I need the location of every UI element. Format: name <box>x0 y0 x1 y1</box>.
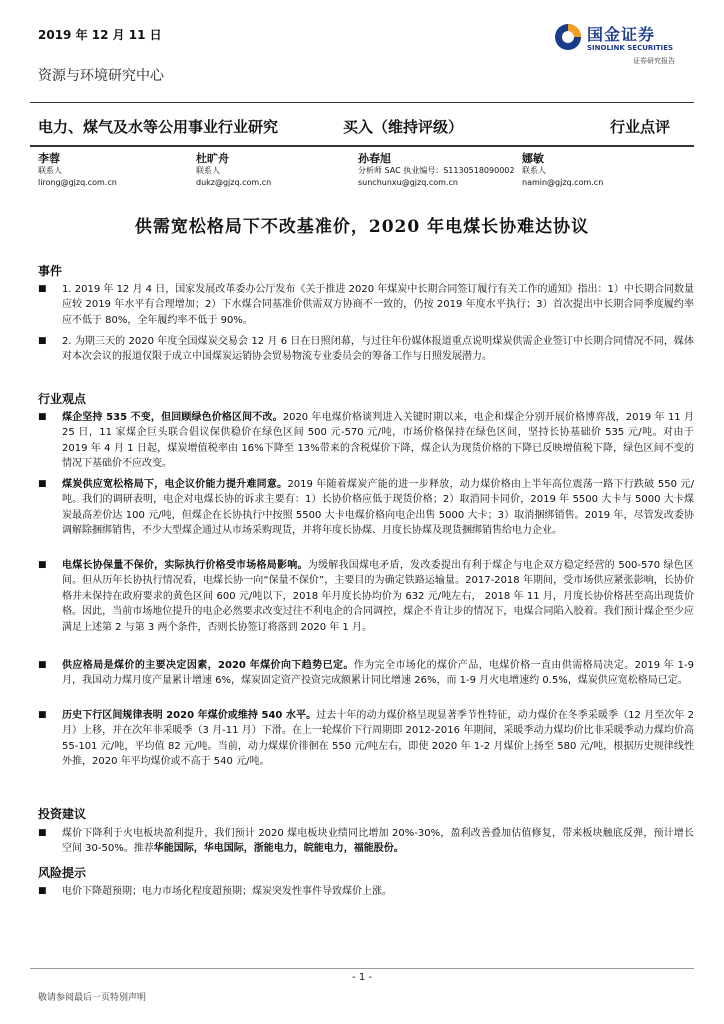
analyst-role: 联系人 <box>38 166 62 175</box>
analyst-block <box>358 153 514 189</box>
list-item <box>38 558 694 635</box>
item-text: 为缓解我国煤电矛盾，发改委提出有利于煤企与电企双方稳定经营的 500-570 绿色区间。但从历年长协执行情况看，电煤长协一向“保量不保价”，主要目的为确定铁路运输量。2017-2018 年期间，受市场供应紧张影响，长协价格并未保持在政府要求的黄色区间 600 元/吨以下，2018 年月度长协均价为 632 元/吨左右， 2018 年 11 月，月度长协价格甚至高出现货价格。因此，当前市场地位提升的电企必然要求改变过往不利电企的合同调控，煤企不肯让步的情况下，电煤合同陷入胶着。我们预计煤企至少应满足上述第 2 与第 3 两个条件，否则长协签订将落到 2020 年 1 月。 <box>62 560 695 633</box>
logo-en: SINOLINK SECURITIES <box>587 44 674 52</box>
bullet-icon: ■ <box>38 560 47 570</box>
list-item <box>38 708 694 770</box>
analyst-email[interactable]: namin@gjzq.com.cn <box>522 178 604 187</box>
analyst-name: 孙春旭 <box>358 152 391 165</box>
company-logo <box>553 22 693 70</box>
report-date: 2019 年 12 月 11 日 <box>38 28 162 42</box>
item-text: 作为完全市场化的煤价产品，电煤价格一直由供需格局决定。2019 年 1-9 月，我国动力煤月度产量累计增速 6%，煤炭固定资产投资完成额累计同比增速 26%，而 1-9 月火电增速约 0.5%，煤炭供应宽松格局已定。 <box>62 660 694 687</box>
industry-title: 电力、煤气及水等公用事业行业研究 <box>38 118 279 136</box>
list-item <box>38 477 694 539</box>
section-advice: 投资建议 <box>38 807 87 821</box>
bullet-icon: ■ <box>38 284 47 294</box>
item-text: 电价下降超预期；电力市场化程度超预期；煤炭突发性事件导致煤价上涨。 <box>62 886 392 897</box>
report-type: 行业点评 <box>610 118 671 136</box>
analyst-block <box>196 153 271 189</box>
item-text: 2. 为期三天的 2020 年度全国煤炭交易会 12 月 6 日在日照闭幕，与过往年份媒体报道重点说明煤炭供需企业签订中长期合同情况不同，媒体对本次会议的报道仅限于成立中国煤炭运销协会贸易物流专业委员会的筹备工作与日照发展潜力。 <box>62 336 694 363</box>
item-text: 煤价下降利于火电板块盈利提升，我们预计 2020 煤电板块业绩同比增加 20%-30%，盈利改善叠加估值修复，带来板块触底反弹，预计增长空间 30-50%。推荐 <box>62 828 694 855</box>
footer-divider <box>30 968 694 969</box>
item-text: 2020 年电煤价格谈判进入关键时期以来，电企和煤企分别开展价格博弈战，2019 年 11 月 25 日，11 家煤企巨头联合倡议保供稳价在绿色区间 500 元-570 元/吨，市场价格保持在绿色区间，坚持长协基础价 535 元/吨。对由于 2019 年 4 月 1 日起，煤炭增值税率由 16%下降至 13%带来的含税煤价下降，煤企认为现货价格的下降已反映增值税下降，绿色区间不变的情况下基础价不应改变。 <box>62 412 694 470</box>
section-view: 行业观点 <box>38 392 87 406</box>
analyst-block <box>38 153 117 189</box>
list-item <box>38 282 694 328</box>
item-text: 1. 2019 年 12 月 4 日，国家发展改革委办公厅发布《关于推进 2020 年煤炭中长期合同签订履行有关工作的通知》指出：1）中长期合同数量应较 2019 年水平有合理增加；2）下水煤合同基准价供需双方协商不一致的，仍按 2019 年度水平执行；3）首次提出中长期合同季度履约率应不低于 80%，全年履约率不低于 90%。 <box>62 284 694 326</box>
item-lead: 电煤长协保量不保价，实际执行价格受市场格局影响。 <box>62 560 308 571</box>
analyst-name: 杜旷舟 <box>196 152 229 165</box>
divider <box>30 102 694 103</box>
list-item <box>38 826 694 857</box>
bullet-icon: ■ <box>38 336 47 346</box>
analyst-role: 联系人 <box>196 166 220 175</box>
section-event: 事件 <box>38 264 63 278</box>
bullet-icon: ■ <box>38 710 47 720</box>
analyst-block <box>522 153 603 189</box>
item-lead: 煤炭供应宽松格局下，电企议价能力提升难同意。 <box>62 479 288 490</box>
logo-cn: 国金证券 <box>587 25 656 44</box>
list-item <box>38 658 694 689</box>
stock-picks: 华能国际，华电国际，浙能电力，皖能电力，福能股份。 <box>153 843 404 855</box>
item-lead: 供应格局是煤价的主要决定因素，2020 年煤价向下趋势已定。 <box>62 660 354 671</box>
report-title: 供需宽松格局下不改基准价，2020 年电煤长协难达协议 <box>134 217 590 237</box>
logo-icon <box>553 22 583 52</box>
page-number: - 1 - <box>352 972 372 983</box>
rating: 买入（维持评级） <box>343 118 464 136</box>
item-text: 2019 年随着煤炭产能的进一步释放，动力煤价格由上半年高位震荡一路下行跌破 550 元/吨。我们的调研表明，电企对电煤长协的诉求主要有：1）长协价格应低于现货价格；2）取消同卡同价，2019 年 5500 大卡与 5000 大卡煤炭最高差价达 100 元/吨，但煤企在长协执行中按照 5500 大卡电煤价格向电企出售 5000 大卡；3）取消捆绑销售。2019 年，尽管发改委协调解除捆绑销售，不少大型煤企通过从市场采购现货，并将年度长协煤、月度长协煤及现货捆绑销售给电力企业。 <box>62 479 695 537</box>
bullet-icon: ■ <box>38 886 47 896</box>
bullet-icon: ■ <box>38 660 47 670</box>
bullet-icon: ■ <box>38 479 47 489</box>
list-item <box>38 410 694 472</box>
disclaimer-note: 敬请参阅最后一页特别声明 <box>38 993 147 1003</box>
bullet-icon: ■ <box>38 412 47 422</box>
divider <box>30 145 694 147</box>
item-lead: 煤企坚持 535 不变，但回顾绿色价格区间不改。 <box>62 412 283 423</box>
section-risk: 风险提示 <box>38 866 87 880</box>
analyst-email[interactable]: dukz@gjzq.com.cn <box>196 178 272 187</box>
logo-sub: 证券研究报告 <box>633 57 675 65</box>
analyst-name: 娜敏 <box>522 152 544 165</box>
item-lead: 历史下行区间规律表明 2020 年煤价或维持 540 水平。 <box>62 710 317 721</box>
analyst-role: 联系人 <box>522 166 546 175</box>
list-item <box>38 884 694 899</box>
analyst-email[interactable]: sunchunxu@gjzq.com.cn <box>358 178 458 187</box>
analyst-email[interactable]: lirong@gjzq.com.cn <box>38 178 117 187</box>
research-center: 资源与环境研究中心 <box>38 68 164 84</box>
item-text: 过去十年的动力煤价格呈现显著季节性特征，动力煤价在冬季采暖季（12 月至次年 2 月）上移，并在次年非采暖季（3 月-11 月）下滑。在上一轮煤价下行周期即 2012-2016 年期间，采暖季动力煤均价比非采暖季动力煤均价高 55-101 元/吨，平均值 82 元/吨。当前，动力煤煤价徘徊在 550 元/吨左右，即使 2020 年 1-2 月煤价上扬至 580 元/吨，根据历史规律线性外推，2020 年平均煤价或不高于 540 元/吨。 <box>62 710 694 768</box>
bullet-icon: ■ <box>38 828 47 838</box>
analyst-name: 李蓉 <box>38 152 60 165</box>
analyst-role: 分析师 SAC 执业编号：S1130518090002 <box>358 166 515 175</box>
list-item <box>38 334 694 365</box>
